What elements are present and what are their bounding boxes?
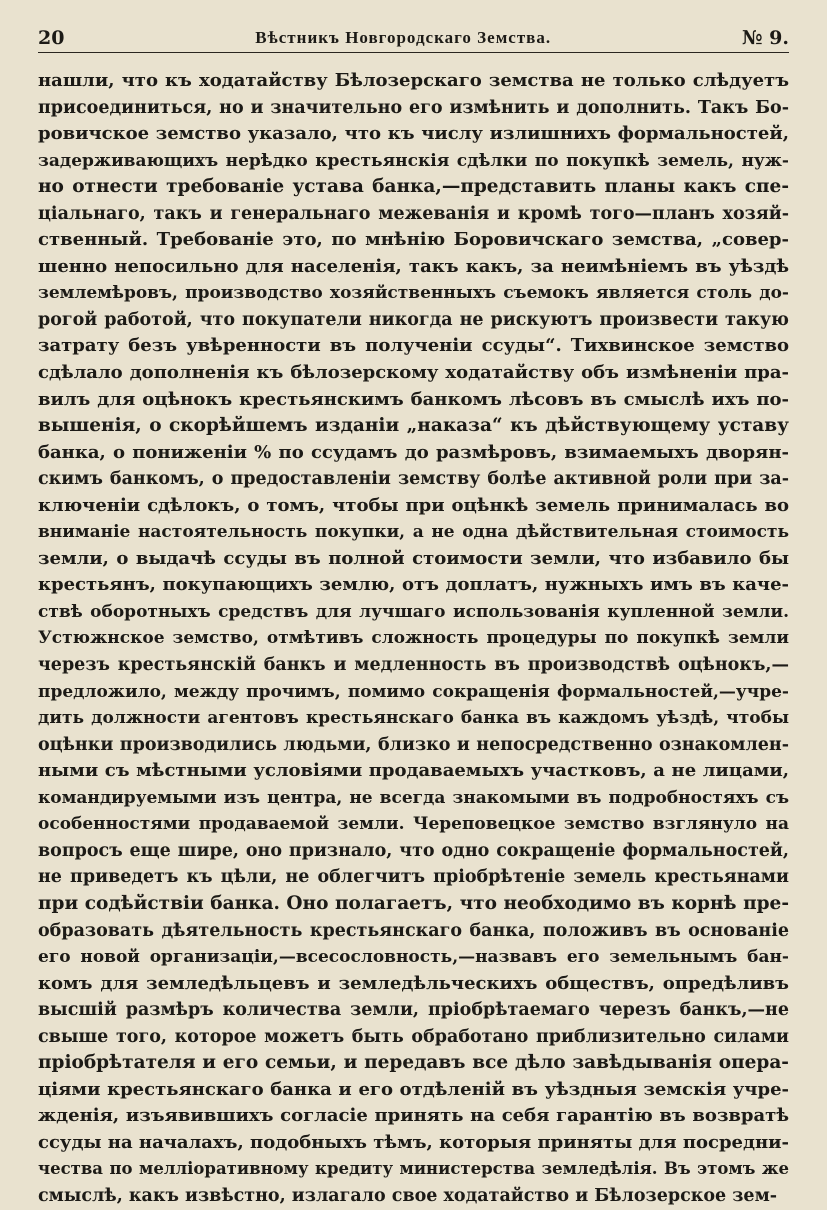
text-line: скимъ банкомъ, о предоставленіи земству болѣе активной роли при за- bbox=[38, 469, 789, 490]
issue-number: № 9. bbox=[741, 27, 789, 49]
text-line: ровичское земство указало, что къ числу излишнихъ формальностей, bbox=[38, 123, 789, 145]
text-line: командируемыми изъ центра, не всегда знакомыми въ подробностяхъ съ bbox=[38, 787, 789, 808]
text-line: свыше того, которое можетъ быть обработано приблизительно силами bbox=[38, 1026, 789, 1047]
text-line: шенно непосильно для населенія, такъ какъ, за неимѣніемъ въ уѣздѣ bbox=[38, 255, 789, 277]
text-line: Устюжнское земство, отмѣтивъ сложность процедуры по покупкѣ земли bbox=[38, 628, 789, 649]
text-line: землемѣровъ, производство хозяйственныхъ съемокъ является столь до- bbox=[38, 283, 789, 304]
text-line: задерживающихъ нерѣдко крестьянскія сдѣлки по покупкѣ земель, нуж- bbox=[38, 150, 789, 171]
text-line: при содѣйствіи банка. Оно полагаетъ, что необходимо въ корнѣ пре- bbox=[38, 892, 789, 914]
text-line: присоединиться, но и значительно его измѣнить и дополнить. Такъ Бо- bbox=[38, 97, 789, 118]
text-line: ссуды на началахъ, подобныхъ тѣмъ, которыя приняты для посредни- bbox=[38, 1131, 789, 1153]
text-line: черезъ крестьянскій банкъ и медленность въ производствѣ оцѣнокъ,— bbox=[38, 655, 789, 676]
text-line: не приведетъ къ цѣли, не облегчитъ пріобрѣтеніе земель крестьянами bbox=[38, 867, 789, 888]
text-line: оцѣнки производились людьми, близко и непосредственно ознакомлен- bbox=[38, 734, 789, 755]
text-line: образовать дѣятельность крестьянскаго банка, положивъ въ основаніе bbox=[38, 920, 789, 941]
text-line: ціями крестьянскаго банка и его отдѣленій въ уѣздныя земскія учре- bbox=[38, 1078, 789, 1100]
text-line: сдѣлало дополненія къ бѣлозерскому ходатайству объ измѣненіи пра- bbox=[38, 362, 789, 384]
text-line: его новой организаціи,—всесословность,—назвавъ его земельнымъ бан- bbox=[38, 947, 789, 968]
text-line: затрату безъ увѣренности въ полученіи ссуды“. Тихвинское земство bbox=[38, 335, 789, 357]
text-line: крестьянъ, покупающихъ землю, отъ доплатъ, нужныхъ имъ въ каче- bbox=[38, 574, 789, 596]
text-line: ціальнаго, такъ и генеральнаго межеванія и кромѣ того—планъ хозяй- bbox=[38, 203, 789, 224]
text-line: но отнести требованіе устава банка,—представить планы какъ спе- bbox=[38, 176, 789, 198]
text-line: вышенія, о скорѣйшемъ изданіи „наказа“ къ дѣйствующему уставу bbox=[38, 415, 789, 437]
page-header bbox=[38, 20, 789, 53]
text-line: ственный. Требованіе это, по мнѣнію Боровичскаго земства, „совер- bbox=[38, 229, 789, 251]
text-line: ключеніи сдѣлокъ, о томъ, чтобы при оцѣнкѣ земель принималась во bbox=[38, 494, 789, 516]
text-line: ными съ мѣстными условіями продаваемыхъ участковъ, а не лицами, bbox=[38, 760, 789, 782]
text-line: особенностями продаваемой земли. Череповецкое земство взглянуло на bbox=[38, 814, 789, 835]
text-line: рогой работой, что покупатели никогда не рискуютъ произвести такую bbox=[38, 309, 789, 330]
page-body bbox=[38, 68, 789, 1210]
text-line: нашли, что къ ходатайству Бѣлозерскаго земства не только слѣдуетъ bbox=[38, 70, 789, 91]
text-line: вопросъ еще шире, оно признало, что одно сокращеніе формальностей, bbox=[38, 840, 789, 861]
page-number: 20 bbox=[38, 27, 65, 49]
text-line: комъ для земледѣльцевъ и земледѣльческихъ обществъ, опредѣливъ bbox=[38, 972, 789, 994]
text-line: высшій размѣръ количества земли, пріобрѣтаемаго черезъ банкъ,—не bbox=[38, 1000, 789, 1021]
text-line: вилъ для оцѣнокъ крестьянскимъ банкомъ лѣсовъ въ смыслѣ ихъ по- bbox=[38, 388, 789, 410]
text-line: ствѣ оборотныхъ средствъ для лучшаго использованія купленной земли. bbox=[38, 601, 789, 622]
text-line: вниманіе настоятельность покупки, а не одна дѣйствительная стоимость bbox=[38, 522, 789, 543]
text-line: земли, о выдачѣ ссуды въ полной стоимости земли, что избавило бы bbox=[38, 547, 789, 569]
running-title: Вѣстникъ Новгородскаго Земства. bbox=[255, 28, 552, 47]
text-line: смыслѣ, какъ извѣстно, излагало свое ходатайство и Бѣлозерское зем- bbox=[38, 1185, 778, 1206]
text-line: чества по мелліоративному кредиту министерства земледѣлія. Въ этомъ же bbox=[38, 1159, 789, 1179]
text-line: предложило, между прочимъ, помимо сокращенія формальностей,—учре- bbox=[38, 681, 789, 702]
text-line: банка, о пониженіи % по ссудамъ до размѣровъ, взимаемыхъ дворян- bbox=[38, 441, 789, 463]
text-line: дить должности агентовъ крестьянскаго банка въ каждомъ уѣздѣ, чтобы bbox=[38, 708, 789, 729]
text-line: пріобрѣтателя и его семьи, и передавъ все дѣло завѣдыванія опера- bbox=[38, 1052, 789, 1074]
text-line: жденія, изъявившихъ согласіе принять на себя гарантію въ возвратѣ bbox=[38, 1105, 789, 1127]
